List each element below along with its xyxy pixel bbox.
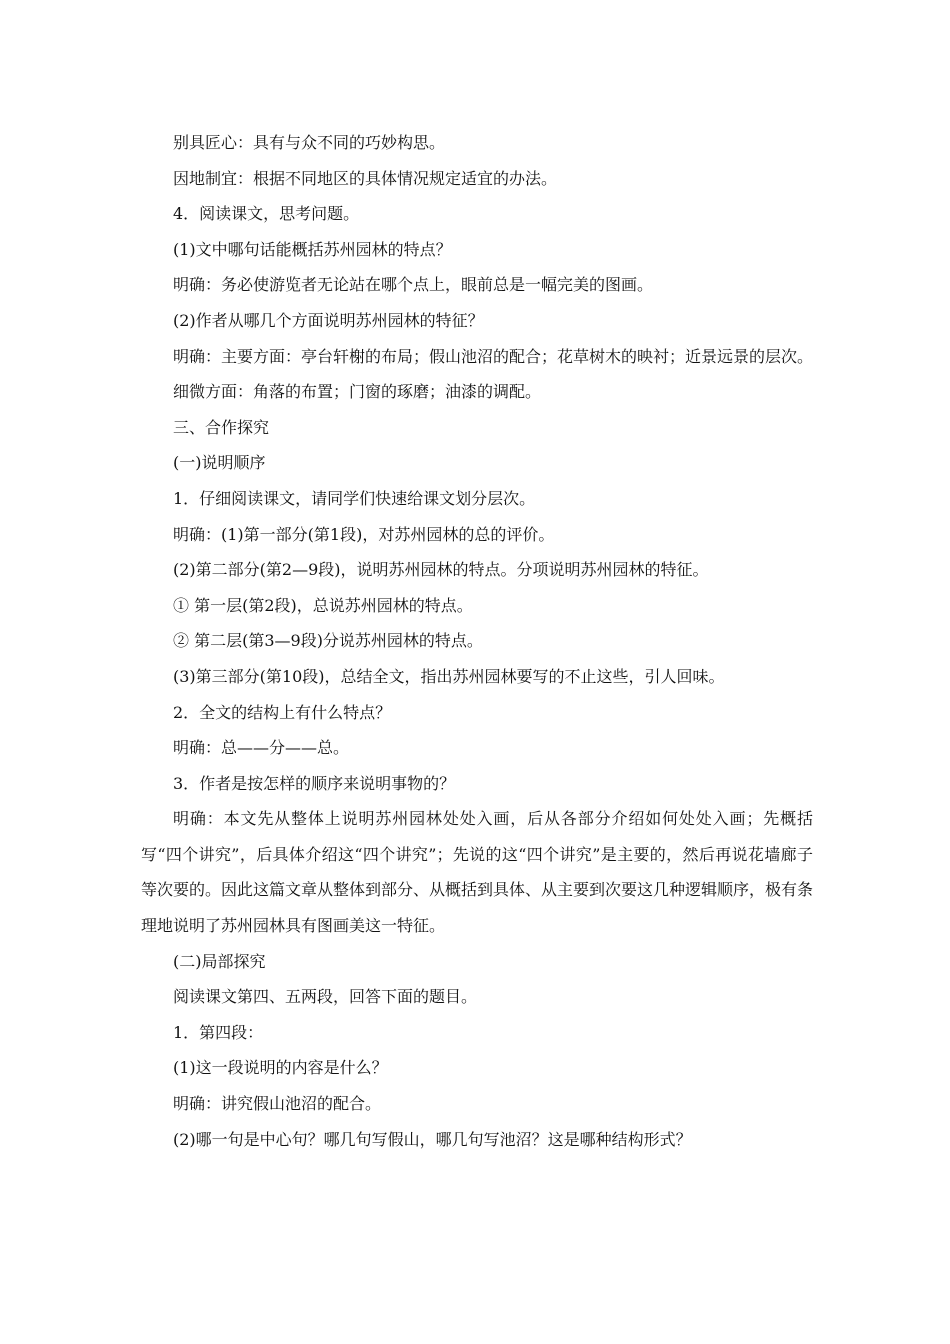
paragraph-answer-order: 明确：本文先从整体上说明苏州园林处处入画，后从各部分介绍如何处处入画；先概括写“四个讲究”，后具体介绍这“四个讲究”；先说的这“四个讲究”是主要的，然后再说花墙廊子等次要的。因此这篇文章从整体到部分、从概括到具体、从主要到次要这几种逻辑顺序，极有条理地说明了苏州园林具有图画美这一特征。: [141, 809, 814, 936]
paragraph-answer-part-1: 明确：(1)第一部分(第1段)，对苏州园林的总的评价。: [173, 524, 555, 544]
section-heading-3: 三、合作探究: [173, 417, 270, 437]
paragraph-instruction: 阅读课文第四、五两段，回答下面的题目。: [173, 987, 478, 1007]
paragraph-answer-part-3: (3)第三部分(第10段)，总结全文，指出苏州园林要写的不止这些，引人回味。: [173, 666, 725, 686]
document-body: [141, 125, 813, 1157]
paragraph-a4-1: 明确：讲究假山池沼的配合。: [173, 1094, 382, 1114]
paragraph-idiom-yindi: 因地制宜：根据不同地区的具体情况规定适宜的办法。: [173, 168, 558, 188]
paragraph-para-4: 1．第四段：: [173, 1022, 264, 1042]
paragraph-layer-2: ② 第二层(第3—9段)分说苏州园林的特点。: [173, 631, 483, 651]
paragraph-answer-2-main: 明确：主要方面：亭台轩榭的布局；假山池沼的配合；花草树木的映衬；近景远景的层次。: [173, 346, 814, 366]
paragraph-q4-2: (2)哪一句是中心句？哪几句写假山，哪几句写池沼？这是哪种结构形式？: [173, 1129, 692, 1149]
paragraph-layer-1: ① 第一层(第2段)，总说苏州园林的特点。: [173, 595, 473, 615]
paragraph-question-2: (2)作者从哪几个方面说明苏州园林的特征？: [173, 310, 484, 330]
paragraph-task-2: 2．全文的结构上有什么特点？: [173, 702, 392, 722]
paragraph-answer-part-2: (2)第二部分(第2—9段)，说明苏州园林的特点。分项说明苏州园林的特征。: [173, 560, 709, 580]
paragraph-task-3: 3．作者是按怎样的顺序来说明事物的？: [173, 773, 456, 793]
paragraph-idiom-bieju: 别具匠心：具有与众不同的巧妙构思。: [173, 133, 446, 152]
subsection-heading-2: (二)局部探究: [173, 951, 266, 971]
paragraph-task-4: 4．阅读课文，思考问题。: [173, 204, 360, 224]
paragraph-question-1: (1)文中哪句话能概括苏州园林的特点？: [173, 239, 452, 259]
paragraph-answer-1: 明确：务必使游览者无论站在哪个点上，眼前总是一幅完美的图画。: [173, 275, 654, 295]
subsection-heading-1: (一)说明顺序: [173, 453, 266, 473]
paragraph-task-1: 1．仔细阅读课文，请同学们快速给课文划分层次。: [173, 488, 536, 508]
paragraph-answer-structure: 明确：总——分——总。: [173, 738, 350, 758]
paragraph-answer-2-detail: 细微方面：角落的布置；门窗的琢磨；油漆的调配。: [173, 382, 542, 402]
paragraph-q4-1: (1)这一段说明的内容是什么？: [173, 1058, 388, 1078]
